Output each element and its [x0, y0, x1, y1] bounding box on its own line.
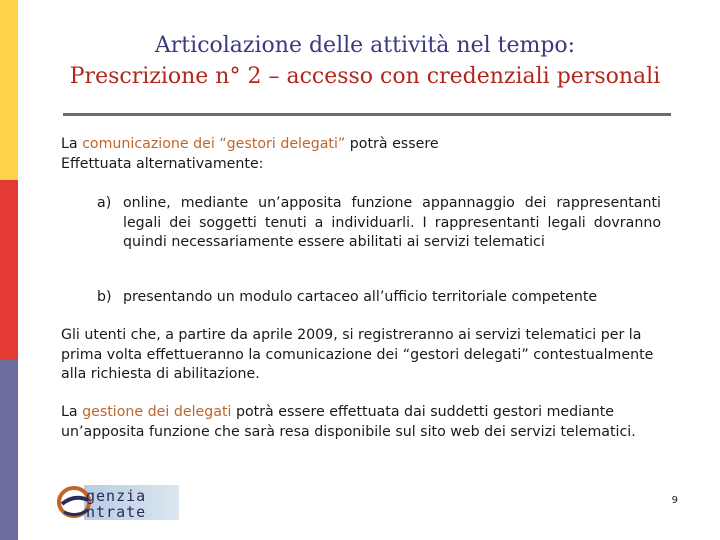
page-number: 9: [671, 495, 678, 506]
list-marker: b): [97, 289, 112, 305]
list-item-b: [97, 288, 661, 308]
paragraph3-suffix: potrà essere effettuata dai suddetti gestori mediante un’apposita funzione che sarà resa disponibile sul sito web dei servizi telematici.: [61, 404, 636, 440]
intro-line-2: Effettuata alternativamente:: [61, 155, 264, 172]
title-line-1: Articolazione delle attività nel tempo:: [154, 33, 576, 58]
logo-word-genzia: genzia: [86, 487, 147, 505]
list-item-a: [97, 194, 661, 253]
paragraph-management: [61, 403, 661, 442]
title-divider: [63, 113, 671, 116]
sidebar-segment-purple: [0, 360, 18, 540]
sidebar-segment-red: [0, 180, 18, 360]
sidebar-color-bar: [0, 0, 18, 540]
paragraph3-highlight: gestione dei delegati: [82, 404, 232, 420]
intro-highlight: comunicazione dei “gestori delegati”: [82, 136, 346, 152]
sidebar-segment-yellow: [0, 0, 18, 180]
agenzia-entrate-logo: [56, 482, 180, 522]
list-text: online, mediante un’apposita funzione appannaggio dei rappresentanti legali dei soggetti tenuti a individuarli. I rappresentanti legali dovranno quindi necessariamente essere abilitati ai servizi telematici: [123, 195, 661, 250]
slide-title: [30, 30, 700, 92]
intro-prefix: La: [61, 136, 83, 152]
list-text: presentando un modulo cartaceo all’ufficio territoriale competente: [123, 289, 598, 305]
title-line-2: Prescrizione n° 2 – accesso con credenziali personali: [69, 64, 661, 89]
intro-paragraph: [61, 135, 661, 174]
logo-word-ntrate: ntrate: [86, 503, 147, 521]
paragraph3-prefix: La: [61, 404, 83, 420]
paragraph-registration: Gli utenti che, a partire da aprile 2009, si registreranno ai servizi telematici per la prima volta effettueranno la comunicazione dei “gestori delegati” contestualmente alla richiesta di abilitazione.: [61, 327, 654, 382]
list-marker: a): [97, 195, 112, 211]
intro-suffix: potrà essere: [345, 136, 439, 152]
